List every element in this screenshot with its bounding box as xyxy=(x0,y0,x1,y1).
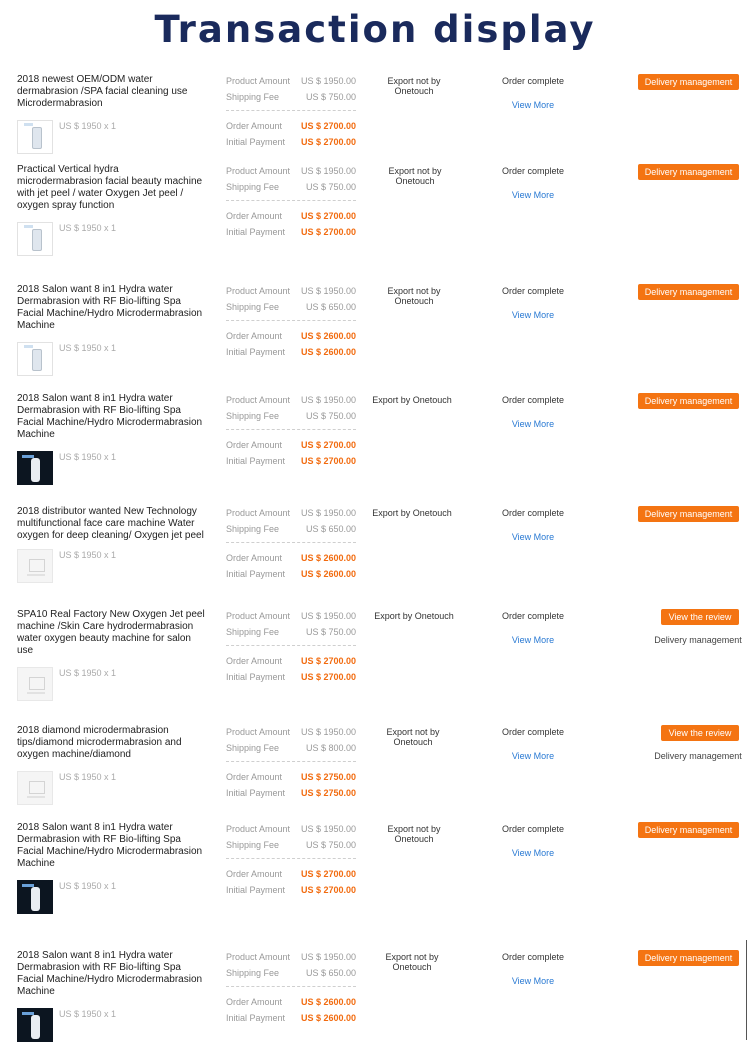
order-amount-value: US $ 2700.00 xyxy=(300,869,356,879)
shipping-fee-label: Shipping Fee xyxy=(226,627,280,637)
product-amount-label: Product Amount xyxy=(226,952,291,962)
initial-payment-value: US $ 2600.00 xyxy=(300,1013,356,1023)
product-name[interactable]: 2018 Salon want 8 in1 Hydra water Dermabrasion with RF Bio-lifting Spa Facial Machine/Hydro Microdermabrasion Machine xyxy=(17,393,203,440)
product-amount-label: Product Amount xyxy=(226,824,291,834)
view-more-link[interactable]: View More xyxy=(511,532,555,542)
order-status: Order complete xyxy=(501,824,565,834)
order-row xyxy=(0,393,750,493)
price-quantity: US $ 1950 x 1 xyxy=(59,452,117,462)
order-amount-value: US $ 2750.00 xyxy=(300,772,356,782)
initial-payment-value: US $ 2700.00 xyxy=(300,885,356,895)
initial-payment-value: US $ 2700.00 xyxy=(300,456,356,466)
order-amount-label: Order Amount xyxy=(226,869,283,879)
product-thumbnail[interactable] xyxy=(17,667,53,701)
price-quantity: US $ 1950 x 1 xyxy=(59,772,117,782)
order-status: Order complete xyxy=(501,952,565,962)
edge-divider xyxy=(746,940,747,1040)
order-status: Order complete xyxy=(501,508,565,518)
delivery-management-button[interactable]: Delivery management xyxy=(638,822,739,838)
amount-divider xyxy=(226,110,356,111)
amount-divider xyxy=(226,200,356,201)
delivery-management-link[interactable]: Delivery management xyxy=(654,751,742,761)
product-amount-label: Product Amount xyxy=(226,286,291,296)
price-quantity: US $ 1950 x 1 xyxy=(59,343,117,353)
view-more-link[interactable]: View More xyxy=(511,310,555,320)
delivery-management-button[interactable]: Delivery management xyxy=(638,506,739,522)
product-amount-label: Product Amount xyxy=(226,166,291,176)
delivery-management-button[interactable]: Delivery management xyxy=(638,393,739,409)
product-thumbnail[interactable] xyxy=(17,549,53,583)
view-more-link[interactable]: View More xyxy=(511,100,555,110)
shipping-fee-value: US $ 650.00 xyxy=(305,968,356,978)
initial-payment-label: Initial Payment xyxy=(226,1013,286,1023)
order-row xyxy=(0,725,750,825)
view-review-button[interactable]: View the review xyxy=(661,609,739,625)
view-more-link[interactable]: View More xyxy=(511,190,555,200)
shipping-fee-label: Shipping Fee xyxy=(226,182,280,192)
price-quantity: US $ 1950 x 1 xyxy=(59,550,117,560)
initial-payment-value: US $ 2750.00 xyxy=(300,788,356,798)
product-amount-value: US $ 1950.00 xyxy=(300,727,356,737)
delivery-management-button[interactable]: Delivery management xyxy=(638,74,739,90)
shipping-fee-label: Shipping Fee xyxy=(226,524,280,534)
delivery-management-link[interactable]: Delivery management xyxy=(654,635,742,645)
view-more-link[interactable]: View More xyxy=(511,751,555,761)
product-thumbnail[interactable] xyxy=(17,1008,53,1042)
order-status: Order complete xyxy=(501,76,565,86)
shipping-fee-value: US $ 750.00 xyxy=(305,182,356,192)
amount-divider xyxy=(226,986,356,987)
order-amount-label: Order Amount xyxy=(226,553,283,563)
product-amount-value: US $ 1950.00 xyxy=(300,286,356,296)
order-amount-label: Order Amount xyxy=(226,211,283,221)
order-amount-value: US $ 2700.00 xyxy=(300,211,356,221)
export-method: Export by Onetouch xyxy=(372,395,452,405)
product-name[interactable]: 2018 Salon want 8 in1 Hydra water Dermabrasion with RF Bio-lifting Spa Facial Machine/Hydro Microdermabrasion Machine xyxy=(17,822,203,869)
export-method: Export not by Onetouch xyxy=(386,727,440,747)
product-amount-value: US $ 1950.00 xyxy=(300,952,356,962)
export-method: Export not by Onetouch xyxy=(388,166,442,186)
page-title: Transaction display xyxy=(154,8,596,51)
view-review-button[interactable]: View the review xyxy=(661,725,739,741)
product-amount-value: US $ 1950.00 xyxy=(300,611,356,621)
export-method: Export by Onetouch xyxy=(372,508,452,518)
price-quantity: US $ 1950 x 1 xyxy=(59,121,117,131)
amount-divider xyxy=(226,761,356,762)
shipping-fee-value: US $ 800.00 xyxy=(305,743,356,753)
product-thumbnail[interactable] xyxy=(17,771,53,805)
view-more-link[interactable]: View More xyxy=(511,635,555,645)
initial-payment-label: Initial Payment xyxy=(226,137,286,147)
shipping-fee-label: Shipping Fee xyxy=(226,92,280,102)
shipping-fee-label: Shipping Fee xyxy=(226,411,280,421)
view-more-link[interactable]: View More xyxy=(511,976,555,986)
product-name[interactable]: 2018 newest OEM/ODM water dermabrasion /SPA facial cleaning use Microdermabrasion xyxy=(17,74,188,109)
order-row xyxy=(0,822,750,922)
initial-payment-label: Initial Payment xyxy=(226,227,286,237)
delivery-management-button[interactable]: Delivery management xyxy=(638,164,739,180)
product-name[interactable]: SPA10 Real Factory New Oxygen Jet peel machine /Skin Care hydrodermabrasion water oxygen beauty machine for salon use xyxy=(17,609,205,656)
product-amount-label: Product Amount xyxy=(226,76,291,86)
product-amount-label: Product Amount xyxy=(226,395,291,405)
order-status: Order complete xyxy=(501,611,565,621)
shipping-fee-value: US $ 750.00 xyxy=(305,627,356,637)
initial-payment-label: Initial Payment xyxy=(226,885,286,895)
initial-payment-value: US $ 2600.00 xyxy=(300,347,356,357)
order-row xyxy=(0,506,750,606)
order-status: Order complete xyxy=(501,395,565,405)
order-row xyxy=(0,950,750,1050)
export-method: Export not by Onetouch xyxy=(385,952,439,972)
order-status: Order complete xyxy=(501,166,565,176)
delivery-management-button[interactable]: Delivery management xyxy=(638,950,739,966)
initial-payment-label: Initial Payment xyxy=(226,456,286,466)
initial-payment-label: Initial Payment xyxy=(226,347,286,357)
amount-divider xyxy=(226,320,356,321)
order-amount-value: US $ 2700.00 xyxy=(300,121,356,131)
initial-payment-label: Initial Payment xyxy=(226,569,286,579)
product-amount-value: US $ 1950.00 xyxy=(300,395,356,405)
product-name[interactable]: Practical Vertical hydra microdermabrasion facial beauty machine with jet peel / water Oxygen Jet peel / oxygen spray function xyxy=(17,164,203,211)
delivery-management-button[interactable]: Delivery management xyxy=(638,284,739,300)
product-amount-value: US $ 1950.00 xyxy=(300,508,356,518)
price-quantity: US $ 1950 x 1 xyxy=(59,881,117,891)
product-amount-label: Product Amount xyxy=(226,727,291,737)
order-amount-value: US $ 2700.00 xyxy=(300,656,356,666)
product-amount-value: US $ 1950.00 xyxy=(300,76,356,86)
order-amount-value: US $ 2600.00 xyxy=(300,331,356,341)
order-row xyxy=(0,74,750,174)
shipping-fee-label: Shipping Fee xyxy=(226,302,280,312)
order-amount-label: Order Amount xyxy=(226,772,283,782)
shipping-fee-value: US $ 750.00 xyxy=(305,411,356,421)
amount-divider xyxy=(226,542,356,543)
order-amount-value: US $ 2600.00 xyxy=(300,997,356,1007)
export-method: Export not by Onetouch xyxy=(387,286,441,306)
product-thumbnail[interactable] xyxy=(17,342,53,376)
product-thumbnail[interactable] xyxy=(17,451,53,485)
shipping-fee-value: US $ 650.00 xyxy=(305,524,356,534)
order-amount-label: Order Amount xyxy=(226,997,283,1007)
product-name[interactable]: 2018 Salon want 8 in1 Hydra water Dermabrasion with RF Bio-lifting Spa Facial Machine/Hydro Microdermabrasion Machine xyxy=(17,950,203,997)
product-thumbnail[interactable] xyxy=(17,880,53,914)
price-quantity: US $ 1950 x 1 xyxy=(59,668,117,678)
order-amount-value: US $ 2700.00 xyxy=(300,440,356,450)
initial-payment-value: US $ 2600.00 xyxy=(300,569,356,579)
shipping-fee-label: Shipping Fee xyxy=(226,968,280,978)
shipping-fee-label: Shipping Fee xyxy=(226,743,280,753)
order-row xyxy=(0,284,750,384)
price-quantity: US $ 1950 x 1 xyxy=(59,223,117,233)
order-amount-value: US $ 2600.00 xyxy=(300,553,356,563)
amount-divider xyxy=(226,858,356,859)
shipping-fee-label: Shipping Fee xyxy=(226,840,280,850)
order-amount-label: Order Amount xyxy=(226,331,283,341)
order-status: Order complete xyxy=(501,727,565,737)
amount-divider xyxy=(226,429,356,430)
price-quantity: US $ 1950 x 1 xyxy=(59,1009,117,1019)
initial-payment-value: US $ 2700.00 xyxy=(300,672,356,682)
product-name[interactable]: 2018 diamond microdermabrasion tips/diamond microdermabrasion and oxygen machine/diamond xyxy=(17,725,182,760)
product-name[interactable]: 2018 distributor wanted New Technology multifunctional face care machine Water oxygen for deep cleaning/ Oxygen jet peel xyxy=(17,506,204,541)
order-row xyxy=(0,609,750,709)
export-method: Export not by Onetouch xyxy=(387,824,441,844)
product-name[interactable]: 2018 Salon want 8 in1 Hydra water Dermabrasion with RF Bio-lifting Spa Facial Machine/Hydro Microdermabrasion Machine xyxy=(17,284,203,331)
order-status: Order complete xyxy=(501,286,565,296)
view-more-link[interactable]: View More xyxy=(511,848,555,858)
initial-payment-value: US $ 2700.00 xyxy=(300,137,356,147)
product-amount-value: US $ 1950.00 xyxy=(300,824,356,834)
order-amount-label: Order Amount xyxy=(226,440,283,450)
order-amount-label: Order Amount xyxy=(226,121,283,131)
shipping-fee-value: US $ 750.00 xyxy=(305,92,356,102)
export-method: Export not by Onetouch xyxy=(387,76,441,96)
product-amount-label: Product Amount xyxy=(226,508,291,518)
amount-divider xyxy=(226,645,356,646)
shipping-fee-value: US $ 650.00 xyxy=(305,302,356,312)
initial-payment-value: US $ 2700.00 xyxy=(300,227,356,237)
product-thumbnail[interactable] xyxy=(17,222,53,256)
product-amount-label: Product Amount xyxy=(226,611,291,621)
shipping-fee-value: US $ 750.00 xyxy=(305,840,356,850)
order-amount-label: Order Amount xyxy=(226,656,283,666)
initial-payment-label: Initial Payment xyxy=(226,672,286,682)
order-row xyxy=(0,164,750,264)
product-amount-value: US $ 1950.00 xyxy=(300,166,356,176)
view-more-link[interactable]: View More xyxy=(511,419,555,429)
product-thumbnail[interactable] xyxy=(17,120,53,154)
export-method: Export by Onetouch xyxy=(374,611,454,621)
initial-payment-label: Initial Payment xyxy=(226,788,286,798)
